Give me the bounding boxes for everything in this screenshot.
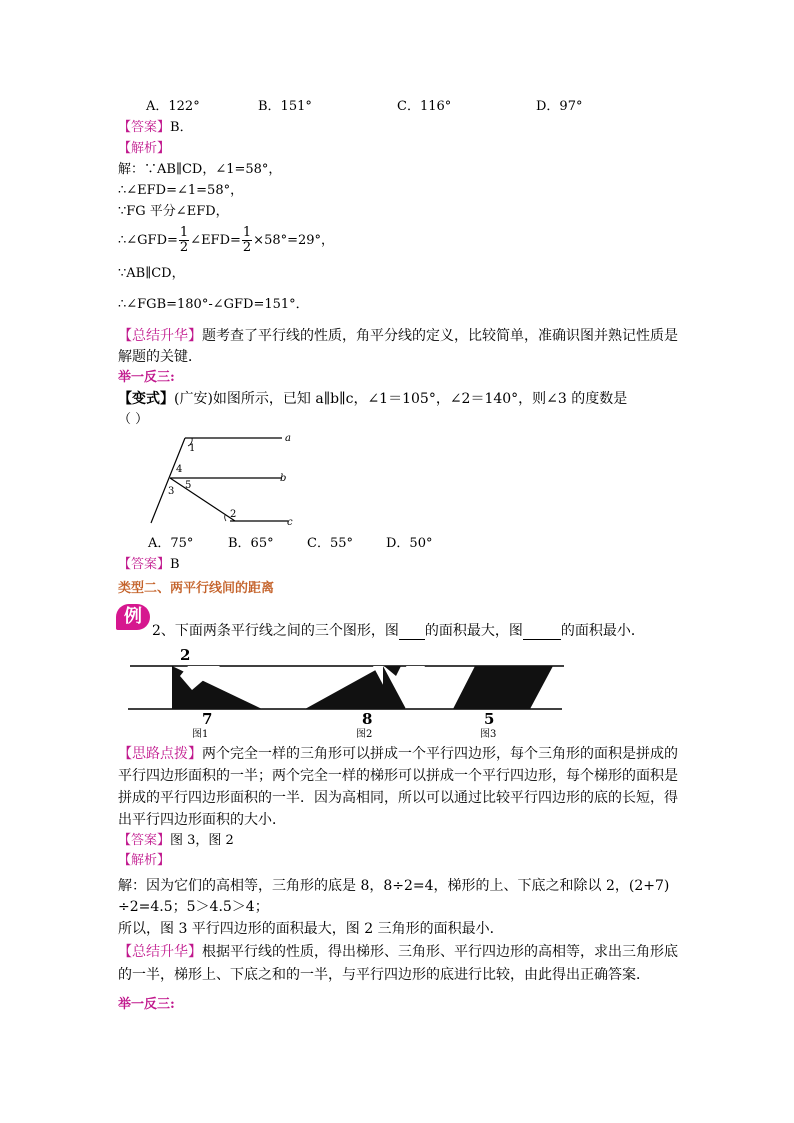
fraction-numerator: 1 bbox=[242, 225, 252, 240]
gfd-suffix: ×58°=29°， bbox=[253, 233, 335, 248]
fraction-denominator: 2 bbox=[242, 240, 252, 255]
fraction-numerator: 1 bbox=[179, 225, 189, 240]
variant-question bbox=[118, 390, 627, 408]
answer-value: B bbox=[170, 557, 180, 572]
q1-summary-line-1 bbox=[118, 327, 678, 345]
label-c: c bbox=[287, 517, 293, 528]
example-answer bbox=[118, 832, 234, 850]
fig2-base-label: 8 bbox=[362, 710, 373, 728]
variant-option-a: A．75° bbox=[148, 536, 194, 551]
summary2-line-1 bbox=[118, 943, 678, 961]
summary2-line-2: 的一半，梯形上、下底之和的一半，与平行四边形的底进行比较，由此得出正确答案． bbox=[118, 967, 650, 983]
example-analysis-tag: 【解析】 bbox=[118, 853, 171, 868]
shape-parallelogram bbox=[453, 666, 553, 709]
hint-tag: 【思路点拨】 bbox=[118, 746, 202, 762]
fig3-caption: 图3 bbox=[480, 729, 497, 740]
practice-heading: 举一反三: bbox=[118, 370, 175, 385]
fig3-base-label: 5 bbox=[484, 710, 495, 728]
q1-solution-line-3: ∵FG 平分∠EFD， bbox=[118, 204, 229, 219]
example-badge bbox=[116, 604, 150, 630]
shapes-figure bbox=[120, 644, 570, 740]
gfd-prefix: ∴∠GFD= bbox=[118, 233, 178, 248]
angle-label-2: 2 bbox=[230, 509, 237, 520]
variant-answer bbox=[118, 556, 180, 574]
variant-tag: 【变式】 bbox=[118, 391, 174, 407]
shape-triangle-2 bbox=[305, 666, 383, 709]
variant-option-c: C．55° bbox=[307, 536, 353, 551]
q1-analysis-tag: 【解析】 bbox=[118, 141, 171, 156]
gfd-middle: ∠EFD= bbox=[190, 233, 241, 248]
angle-label-1: 1 bbox=[189, 443, 196, 454]
variant-paren: （ ） bbox=[118, 412, 149, 427]
angle-label-3: 3 bbox=[168, 486, 175, 497]
label-a: a bbox=[285, 433, 291, 444]
q1-answer bbox=[118, 119, 193, 137]
analysis-line-2: ÷2=4.5；5＞4.5＞4； bbox=[118, 899, 269, 915]
q1-option-b: B．151° bbox=[258, 99, 312, 114]
summary-tag: 【总结升华】 bbox=[118, 328, 202, 344]
example-badge-text: 例 bbox=[124, 606, 142, 627]
parallel-lines-figure bbox=[140, 428, 310, 528]
analysis-line-1: 解：因为它们的高相等，三角形的底是 8，8÷2=4，梯形的上、下底之和除以 2，(2+7) bbox=[118, 878, 670, 894]
hint-line-1 bbox=[118, 745, 678, 763]
section-title: 类型二、两平行线间的距离 bbox=[118, 581, 275, 596]
angle-label-4: 4 bbox=[176, 464, 183, 475]
example-question bbox=[152, 622, 645, 640]
q1-option-d: D．97° bbox=[536, 99, 583, 114]
answer-tag: 【答案】 bbox=[118, 120, 171, 135]
fig1-caption: 图1 bbox=[192, 729, 209, 740]
variant-text: (广安)如图所示，已知 a∥b∥c，∠1＝105°，∠2＝140°，则∠3 的度数是 bbox=[174, 391, 628, 407]
q1-option-a: A．122° bbox=[146, 99, 200, 114]
question-part-1: 2、下面两条平行线之间的三个图形，图 bbox=[152, 623, 399, 639]
answer-blank-2 bbox=[523, 625, 561, 640]
top-label: 2 bbox=[180, 646, 191, 664]
fraction-denominator: 2 bbox=[179, 240, 189, 255]
q1-solution-line-2: ∴∠EFD=∠1=58°， bbox=[118, 183, 244, 198]
q1-solution-ab-cd: ∵AB∥CD， bbox=[118, 266, 185, 281]
analysis-line-3: 所以，图 3 平行四边形的面积最大，图 2 三角形的面积最小． bbox=[118, 921, 504, 937]
variant-option-b: B．65° bbox=[228, 536, 274, 551]
summary-tag: 【总结升华】 bbox=[118, 944, 202, 960]
q1-option-c: C．116° bbox=[397, 99, 452, 114]
fraction-half-2 bbox=[242, 226, 252, 255]
answer-value: 图 3，图 2 bbox=[170, 833, 234, 848]
answer-value: B． bbox=[170, 120, 193, 135]
hint-line-4: 出平行四边形面积的大小． bbox=[118, 812, 286, 828]
summary-text: 根据平行线的性质，得出梯形、三角形、平行四边形的高相等，求出三角形底 bbox=[202, 944, 678, 960]
fig2-caption: 图2 bbox=[356, 729, 373, 740]
hint-text-1: 两个完全一样的三角形可以拼成一个平行四边形，每个三角形的面积是拼成的 bbox=[202, 746, 678, 762]
answer-tag: 【答案】 bbox=[118, 833, 171, 848]
question-part-3: 的面积最小． bbox=[560, 623, 645, 639]
angle-label-5: 5 bbox=[185, 480, 192, 491]
q1-solution-line-1: 解：∵AB∥CD，∠1=58°， bbox=[118, 162, 282, 177]
question-part-2: 的面积最大，图 bbox=[424, 623, 523, 639]
answer-tag: 【答案】 bbox=[118, 557, 171, 572]
fraction-half bbox=[179, 226, 189, 255]
fig1-base-label: 7 bbox=[202, 710, 213, 728]
q1-summary-line-2: 解题的关键． bbox=[118, 349, 202, 365]
hint-line-2: 平行四边形面积的一半；两个完全一样的梯形可以拼成一个平行四边形，每个梯形的面积是 bbox=[118, 768, 678, 784]
label-b: b bbox=[280, 473, 287, 484]
variant-option-d: D．50° bbox=[386, 536, 433, 551]
practice-heading-2: 举一反三: bbox=[118, 997, 175, 1012]
answer-blank-1 bbox=[399, 625, 425, 640]
hint-line-3: 拼成的平行四边形面积的一半．因为高相同，所以可以通过比较平行四边形的底的长短，得 bbox=[118, 790, 678, 806]
summary-text: 题考查了平行线的性质，角平分线的定义，比较简单，准确识图并熟记性质是 bbox=[202, 328, 678, 344]
q1-gfd-equation bbox=[118, 224, 334, 258]
q1-solution-fgb: ∴∠FGB=180°-∠GFD=151°． bbox=[118, 297, 309, 312]
